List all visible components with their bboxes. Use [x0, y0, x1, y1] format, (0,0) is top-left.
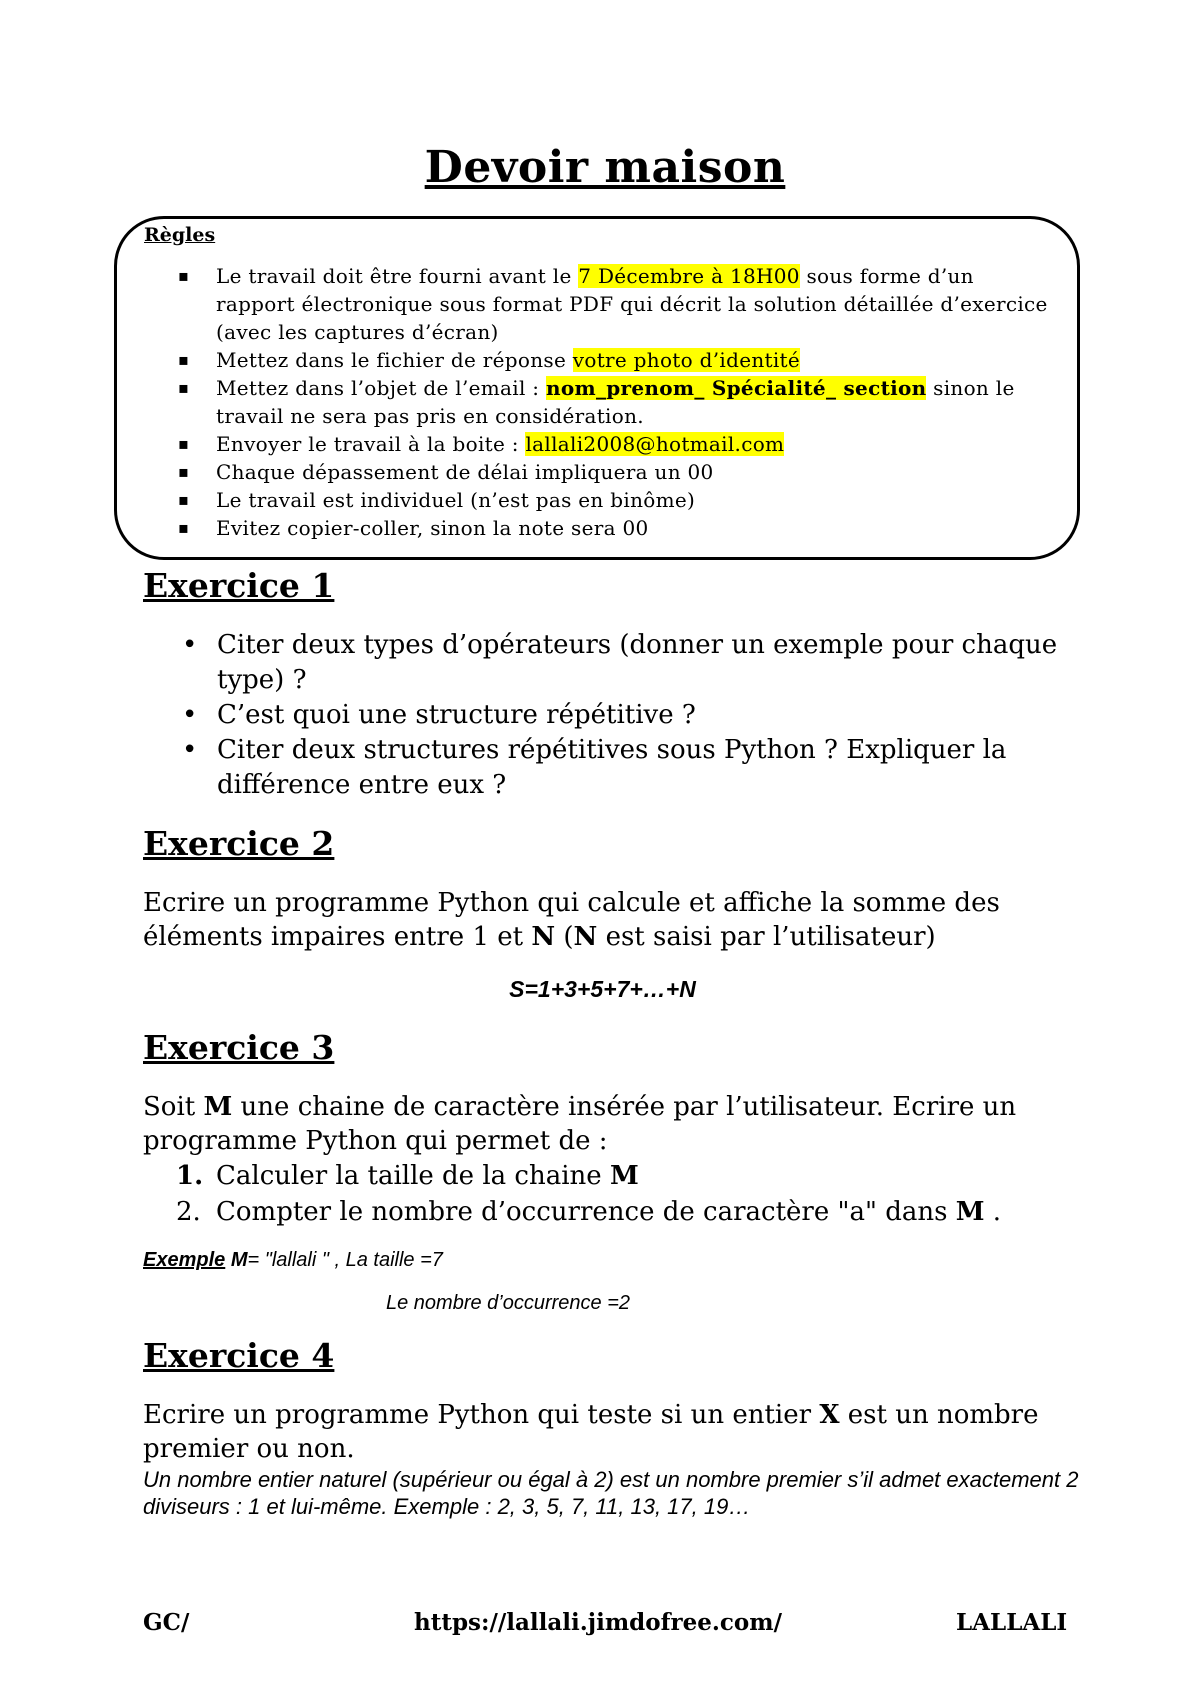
rule-item: ▪ Evitez copier-coller, sinon la note sera 00	[148, 514, 1048, 542]
question-item: • Citer deux types d’opérateurs (donner un exemple pour chaque type) ?	[143, 628, 1083, 698]
email-address: lallali2008@hotmail.com	[525, 432, 785, 456]
exercise-1-questions	[143, 628, 1083, 803]
exercise-2-statement: Ecrire un programme Python qui calcule et affiche la somme des éléments impaires entre 1 et N (N est saisi par l’utilisateur)	[143, 888, 1000, 952]
exercise-3-title: Exercice 3	[143, 1028, 335, 1067]
prime-definition: Un nombre entier naturel (supérieur ou égal à 2) est un nombre premier s’il admet exactement 2 diviseurs : 1 et lui-même. Exemple : 2, 3, 5, 7, 11, 13, 17, 19…	[143, 1467, 1079, 1519]
rule-item: ▪ Le travail est individuel (n’est pas en binôme)	[148, 486, 1048, 514]
exercise-1-title: Exercice 1	[143, 566, 335, 605]
question-item: • C’est quoi une structure répétitive ?	[143, 698, 1083, 733]
footer-url[interactable]: https://lallali.jimdofree.com/	[414, 1609, 782, 1636]
rule-item: ▪ Envoyer le travail à la boite : lallali2008@hotmail.com	[148, 430, 1048, 458]
exercise-3-statement: Soit M une chaine de caractère insérée par l’utilisateur. Ecrire un programme Python qui permet de :	[143, 1092, 1017, 1156]
rules-list	[148, 262, 1048, 542]
question-item: • Citer deux structures répétitives sous Python ? Expliquer la différence entre eux ?	[143, 733, 1083, 803]
rule-item: ▪ Mettez dans le fichier de réponse votre photo d’identité	[148, 346, 1048, 374]
rule-item: ▪ Chaque dépassement de délai impliquera un 00	[148, 458, 1048, 486]
exercise-3-steps	[176, 1158, 1076, 1230]
highlight-photo: votre photo d’identité	[572, 348, 801, 372]
step-item: 2. Compter le nombre d’occurrence de caractère "a" dans M .	[176, 1197, 1002, 1227]
example-occurrence: Le nombre d’occurrence =2	[386, 1292, 631, 1314]
example-line: Exemple M= "lallali " , La taille =7	[143, 1249, 443, 1271]
footer-left: GC/	[143, 1609, 190, 1636]
highlight-deadline: 7 Décembre à 18H00	[578, 264, 800, 288]
footer-author: LALLALI	[956, 1609, 1068, 1636]
exercise-4-statement: Ecrire un programme Python qui teste si un entier X est un nombre premier ou non.	[143, 1400, 1039, 1464]
exercise-2-title: Exercice 2	[143, 824, 335, 863]
highlight-subject-format: nom_prenom_ Spécialité_ section	[546, 376, 927, 400]
page-title: Devoir maison	[424, 142, 786, 193]
rules-heading: Règles	[144, 224, 216, 246]
exercise-4-title: Exercice 4	[143, 1336, 335, 1375]
rule-item: ▪ Le travail doit être fourni avant le 7 Décembre à 18H00 sous forme d’un rapport électronique sous format PDF qui décrit la solution détaillée d’exercice (avec les captures d’écran)	[148, 262, 1048, 346]
rule-item: ▪ Mettez dans l’objet de l’email : nom_prenom_ Spécialité_ section sinon le travail ne sera pas pris en considération.	[148, 374, 1048, 430]
step-item: 1. Calculer la taille de la chaine M	[176, 1161, 639, 1191]
sum-formula: S=1+3+5+7+…+N	[509, 976, 696, 1002]
